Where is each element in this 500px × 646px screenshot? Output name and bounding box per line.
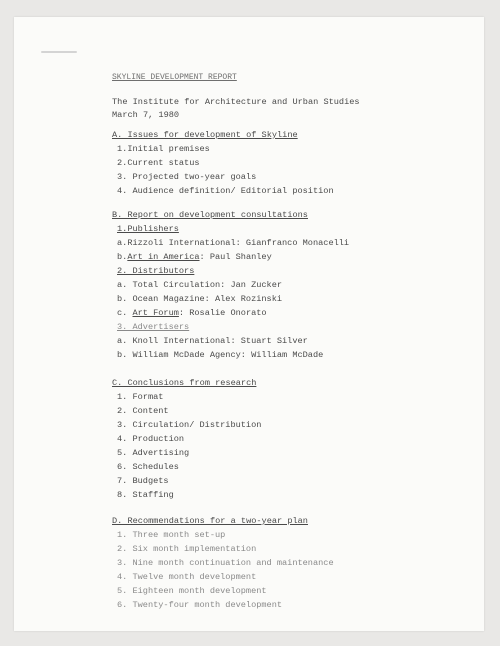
distributor-entry: a. Total Circulation: Jan Zucker — [117, 280, 283, 290]
magazine-name: Art in America — [127, 252, 200, 262]
distributor-entry: b. Ocean Magazine: Alex Rozinski — [117, 294, 283, 304]
publishers-heading: 1.Publishers — [117, 224, 179, 234]
section-c-item: 5. Advertising — [117, 448, 190, 458]
section-a-item: 4. Audience definition/ Editorial position — [117, 186, 334, 196]
archive-stamp — [41, 51, 77, 53]
section-d-item: 6. Twenty-four month development — [117, 600, 283, 610]
section-a-item: 3. Projected two-year goals — [117, 172, 257, 182]
entry-contact: : Paul Shanley — [199, 252, 272, 262]
entry-prefix: b. — [117, 252, 128, 262]
section-a-item: 1.Initial premises — [117, 144, 210, 154]
publisher-entry — [117, 250, 272, 264]
institution-name: The Institute for Architecture and Urban Studies — [112, 97, 360, 107]
document-page — [14, 17, 484, 631]
section-c-item: 7. Budgets — [117, 476, 169, 486]
section-c-item: 6. Schedules — [117, 462, 179, 472]
section-d-item: 1. Three month set-up — [117, 530, 226, 540]
advertiser-entry: b. William McDade Agency: William McDade — [117, 350, 324, 360]
section-a-item: 2.Current status — [117, 158, 200, 168]
section-c-item: 1. Format — [117, 392, 164, 402]
section-c-item: 8. Staffing — [117, 490, 174, 500]
section-d-item: 5. Eighteen month development — [117, 586, 267, 596]
distributor-entry — [117, 306, 267, 320]
section-d-item: 2. Six month implementation — [117, 544, 257, 554]
section-c-item: 2. Content — [117, 406, 169, 416]
report-date: March 7, 1980 — [112, 110, 180, 120]
section-d-heading: D. Recommendations for a two-year plan — [112, 516, 308, 526]
publisher-entry: a.Rizzoli International: Gianfranco Monacelli — [117, 238, 350, 248]
advertiser-entry: a. Knoll International: Stuart Silver — [117, 336, 308, 346]
entry-contact: : Rosalie Onorato — [178, 308, 267, 318]
section-d-item: 4. Twelve month development — [117, 572, 257, 582]
section-d-item: 3. Nine month continuation and maintenance — [117, 558, 334, 568]
section-c-heading: C. Conclusions from research — [112, 378, 257, 388]
entry-prefix: c. — [117, 308, 133, 318]
section-b-heading: B. Report on development consultations — [112, 210, 308, 220]
distributors-heading: 2. Distributors — [117, 266, 195, 276]
section-c-item: 4. Production — [117, 434, 185, 444]
section-a-heading: A. Issues for development of Skyline — [112, 130, 298, 140]
advertisers-heading: 3. Advertisers — [117, 322, 190, 332]
report-title: SKYLINE DEVELOPMENT REPORT — [112, 73, 237, 82]
section-c-item: 3. Circulation/ Distribution — [117, 420, 262, 430]
magazine-name: Art Forum — [132, 308, 179, 318]
